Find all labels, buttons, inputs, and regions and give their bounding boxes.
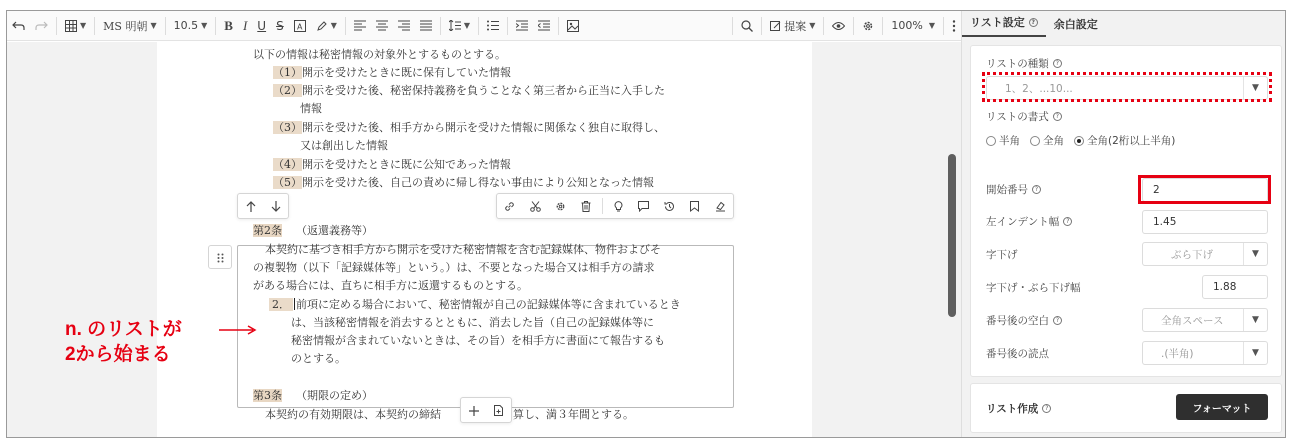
strikethrough-icon: S (276, 18, 284, 33)
highlighter-icon (316, 20, 328, 32)
radio-circle (1030, 136, 1040, 146)
article-body-line: 本契約の有効期限は、本契約の締結 (265, 408, 441, 421)
search-button[interactable] (736, 11, 758, 41)
punct-after-label (986, 346, 1049, 361)
document-plus-icon (494, 401, 503, 420)
space-after-label (986, 313, 1062, 328)
underline-button[interactable] (252, 11, 271, 41)
gear-icon (862, 20, 874, 32)
tab-list-settings[interactable] (962, 14, 1046, 37)
hanging-label-text: 字下げ (986, 249, 1018, 261)
eye-icon (832, 21, 845, 31)
help-icon: ? (1042, 404, 1051, 413)
chevron-down-icon: ▼ (809, 21, 816, 30)
list-item (273, 119, 665, 137)
toolbar-divider (943, 17, 944, 35)
hanging-value: ぶら下げ (1171, 248, 1213, 261)
table-icon (65, 20, 77, 32)
align-left-button[interactable] (349, 11, 371, 41)
bold-button[interactable] (219, 11, 238, 41)
help-icon: ? (1053, 59, 1062, 68)
tab-label: 余白設定 (1053, 18, 1098, 31)
suggest-button[interactable] (765, 11, 820, 41)
move-block-bar (237, 193, 289, 219)
toolbar-divider (732, 17, 733, 35)
italic-icon: I (242, 17, 248, 33)
panel-tabs (962, 11, 1286, 37)
punct-after-select[interactable] (1142, 341, 1268, 365)
list-type-value: 1、2、...10... (1005, 82, 1073, 95)
toolbar-divider (56, 17, 57, 35)
bar-divider (602, 198, 603, 214)
chevron-down-icon: ▼ (1243, 342, 1267, 364)
toolbar-divider (558, 17, 559, 35)
text-color-icon (294, 20, 306, 32)
highlight-button[interactable] (311, 11, 342, 41)
image-icon (567, 20, 579, 32)
article-number: 第3条 (253, 389, 282, 402)
bullet-list-button[interactable] (482, 11, 504, 41)
comment-icon (638, 197, 649, 216)
highlight-list-type (982, 72, 1272, 102)
highlight-start-number (1138, 175, 1271, 204)
settings-panel (961, 11, 1286, 438)
article-body-line: の複製物（以下「記録媒体等」という。）は、不要となった場合又は相手方の請求 (253, 261, 655, 274)
align-right-button[interactable] (393, 11, 415, 41)
chevron-down-icon: ▼ (150, 21, 157, 30)
delete-button[interactable] (573, 194, 598, 218)
start-number-value: 2 (1153, 184, 1160, 196)
align-justify-button[interactable] (415, 11, 437, 41)
scissors-icon (530, 197, 541, 216)
lightbulb-icon (614, 197, 623, 216)
space-after-select[interactable] (1142, 308, 1268, 332)
settings-button[interactable] (857, 11, 879, 41)
toolbar-divider (823, 17, 824, 35)
hint-button[interactable] (606, 194, 631, 218)
list-format-label (986, 109, 1062, 124)
list-number: （2） (273, 84, 302, 97)
article-body-line: 算し、満３年間とする。 (513, 408, 634, 421)
chevron-down-icon: ▼ (1243, 77, 1267, 99)
radio-halfwidth[interactable] (986, 133, 1020, 148)
list-number: （3） (273, 121, 302, 134)
more-button[interactable] (947, 11, 961, 41)
intro-line: 以下の情報は秘密情報の対象外とするものとする。 (253, 48, 506, 61)
arrow-down-icon (271, 197, 281, 216)
toolbar-divider (165, 17, 166, 35)
space-after-label-text: 番号後の空白 (986, 315, 1049, 327)
add-block-button[interactable] (461, 398, 486, 422)
align-center-icon (376, 20, 388, 31)
font-size-value: 10.5 (173, 19, 199, 32)
list-text: 開示を受けたときに既に保有していた情報 (302, 66, 511, 79)
list-text-continued: 又は創出した情報 (300, 139, 388, 152)
list-item (273, 156, 511, 174)
indent-icon (516, 20, 528, 31)
list-item (273, 64, 511, 82)
redo-button[interactable] (30, 11, 53, 41)
trash-icon (581, 197, 591, 216)
line-spacing-icon (449, 20, 461, 31)
undo-icon (12, 19, 25, 32)
line-spacing-button[interactable] (444, 11, 475, 41)
align-center-button[interactable] (371, 11, 393, 41)
drag-grip-icon (217, 248, 224, 267)
list-number: （5） (273, 176, 302, 189)
underline-icon: U (257, 18, 267, 33)
history-button[interactable] (657, 194, 682, 218)
article-body-line: 本契約に基づき相手方から開示を受けた秘密情報を含む記録媒体、物件およびそ (265, 243, 661, 256)
list-format-radio-group (986, 133, 1181, 148)
eraser-icon (715, 197, 726, 216)
list-text-continued: 情報 (300, 102, 322, 115)
radio-fullwidth[interactable] (1030, 133, 1064, 148)
start-number-label (986, 182, 1041, 197)
annotation-arrow-icon (219, 325, 259, 335)
toolbar-divider (507, 17, 508, 35)
bookmark-button[interactable] (682, 194, 707, 218)
annotation-line: n. のリストが (65, 319, 182, 340)
align-left-icon (354, 20, 366, 31)
chevron-down-icon: ▼ (928, 21, 935, 30)
list-item (273, 82, 665, 100)
toolbar-divider (345, 17, 346, 35)
suggest-label: 提案 (784, 19, 807, 33)
clear-format-button[interactable] (708, 194, 733, 218)
list-text-continued: 秘密情報が含まれていないときは、その旨）を相手方に書面にて報告するも (291, 334, 665, 347)
table-button[interactable] (60, 11, 91, 41)
document-area (7, 42, 961, 438)
strikethrough-button[interactable] (271, 11, 289, 41)
chevron-down-icon: ▼ (201, 21, 208, 30)
block-settings-button[interactable] (548, 194, 573, 218)
start-number-label-text: 開始番号 (986, 184, 1028, 196)
text-color-button[interactable] (289, 11, 311, 41)
editor-window (6, 10, 1286, 438)
outdent-icon (538, 20, 550, 31)
left-indent-label-text: 左インデント幅 (986, 216, 1060, 228)
chevron-down-icon: ▼ (330, 21, 337, 30)
left-indent-label (986, 214, 1072, 229)
list-format-label-text: リストの書式 (986, 111, 1049, 123)
move-down-button[interactable] (263, 194, 288, 218)
zoom-select[interactable] (886, 11, 940, 41)
toolbar-divider (853, 17, 854, 35)
chevron-down-icon: ▼ (1243, 243, 1267, 265)
add-page-button[interactable] (486, 398, 511, 422)
link-button[interactable] (497, 194, 522, 218)
comment-button[interactable] (631, 194, 656, 218)
plus-icon (469, 401, 479, 420)
toolbar-divider (761, 17, 762, 35)
bold-icon: B (224, 17, 233, 33)
article-body-line: がある場合には、直ちに相手方に返還するものとする。 (253, 279, 528, 292)
list-number: （1） (273, 66, 302, 79)
radio-circle-selected (1074, 136, 1084, 146)
bookmark-icon (690, 197, 699, 216)
list-create-label-text: リスト作成 (986, 403, 1039, 415)
article-number: 第2条 (253, 224, 282, 237)
article-heading (253, 387, 373, 405)
chevron-down-icon: ▼ (1243, 309, 1267, 331)
punct-after-value: .(半角) (1161, 347, 1194, 360)
list-number: （4） (273, 158, 302, 171)
svg-text:A: A (296, 22, 303, 31)
block-actions-bar (496, 193, 734, 219)
suggest-icon (770, 20, 782, 32)
zoom-value: 100% (891, 19, 923, 32)
link-icon (504, 197, 515, 216)
article-title: （返還義務等） (296, 224, 373, 237)
indent-button[interactable] (511, 11, 533, 41)
tab-margin-settings[interactable] (1046, 16, 1106, 37)
space-after-value: 全角スペース (1161, 314, 1224, 327)
toolbar-divider (94, 17, 95, 35)
scrollbar-thumb[interactable] (948, 154, 956, 317)
hanging-width-label-text: 字下げ・ぶら下げ幅 (986, 282, 1081, 294)
help-icon: ? (1053, 112, 1062, 121)
help-icon: ? (1032, 185, 1041, 194)
list-text-continued: は、当該秘密情報を消去するとともに、消去した旨（自己の記録媒体等に (291, 316, 654, 329)
italic-button[interactable] (238, 11, 252, 41)
chevron-down-icon: ▼ (80, 21, 87, 30)
font-size-select[interactable] (169, 11, 213, 41)
annotation-line: 2から始まる (65, 344, 171, 365)
list-number: 2． (269, 298, 293, 311)
radio-fullwidth-2digit[interactable] (1074, 133, 1175, 148)
list-item[interactable] (269, 296, 681, 314)
cut-button[interactable] (522, 194, 547, 218)
preview-button[interactable] (827, 11, 850, 41)
left-indent-input[interactable] (1142, 210, 1268, 234)
list-text: 開示を受けた後、自己の責めに帰し得ない事由により公知となった情報 (302, 176, 654, 189)
list-type-label (986, 56, 1062, 71)
toolbar (7, 11, 961, 41)
redo-icon (35, 19, 48, 32)
align-right-icon (398, 20, 410, 31)
annotation-callout (65, 317, 182, 367)
help-icon: ? (1063, 217, 1072, 226)
move-up-button[interactable] (238, 194, 263, 218)
toolbar-divider (440, 17, 441, 35)
tab-label: リスト設定 (970, 16, 1025, 29)
history-icon (664, 197, 675, 216)
radio-label: 全角(2桁以上半角) (1087, 135, 1176, 147)
chevron-down-icon: ▼ (463, 21, 471, 30)
align-justify-icon (420, 20, 432, 31)
list-text-continued: のとする。 (291, 352, 346, 365)
list-text: 開示を受けた後、秘密保持義務を負うことなく第三者から正当に入手した (302, 84, 665, 97)
font-family-value: MS 明朝 (103, 19, 148, 33)
undo-button[interactable] (7, 11, 30, 41)
hanging-select[interactable] (1142, 242, 1268, 266)
bullet-list-icon (487, 20, 499, 31)
hanging-width-value: 1.88 (1213, 281, 1237, 293)
text-cursor (294, 298, 295, 310)
punct-after-label-text: 番号後の読点 (986, 348, 1049, 360)
list-type-label-text: リストの種類 (986, 58, 1049, 70)
help-icon: ? (1029, 18, 1038, 27)
insert-block-bar (460, 397, 512, 423)
outdent-button[interactable] (533, 11, 555, 41)
help-icon: ? (1053, 316, 1062, 325)
gear-icon (555, 197, 566, 216)
toolbar-divider (882, 17, 883, 35)
format-button[interactable]: フォーマット (1176, 394, 1268, 420)
list-item (273, 174, 654, 192)
font-family-select[interactable] (98, 11, 161, 41)
toolbar-divider (478, 17, 479, 35)
hanging-width-label (986, 280, 1081, 295)
radio-label: 半角 (999, 135, 1020, 147)
list-create-label (986, 401, 1051, 416)
insert-image-button[interactable] (562, 11, 584, 41)
hanging-width-input[interactable] (1202, 275, 1268, 299)
radio-circle (986, 136, 996, 146)
list-text: 開示を受けたときに既に公知であった情報 (302, 158, 511, 171)
search-icon (741, 20, 753, 32)
list-text: 開示を受けた後、相手方から開示を受けた情報に関係なく独自に取得し、 (302, 121, 665, 134)
more-vertical-icon (952, 20, 956, 32)
arrow-up-icon (246, 197, 256, 216)
article-heading (253, 222, 373, 240)
article-title: （期限の定め） (296, 389, 373, 402)
left-indent-value: 1.45 (1153, 216, 1177, 228)
drag-handle[interactable] (208, 245, 232, 269)
toolbar-divider (215, 17, 216, 35)
radio-label: 全角 (1043, 135, 1064, 147)
hanging-label (986, 247, 1018, 262)
list-text: 前項に定める場合において、秘密情報が自己の記録媒体等に含まれているとき (296, 298, 681, 311)
